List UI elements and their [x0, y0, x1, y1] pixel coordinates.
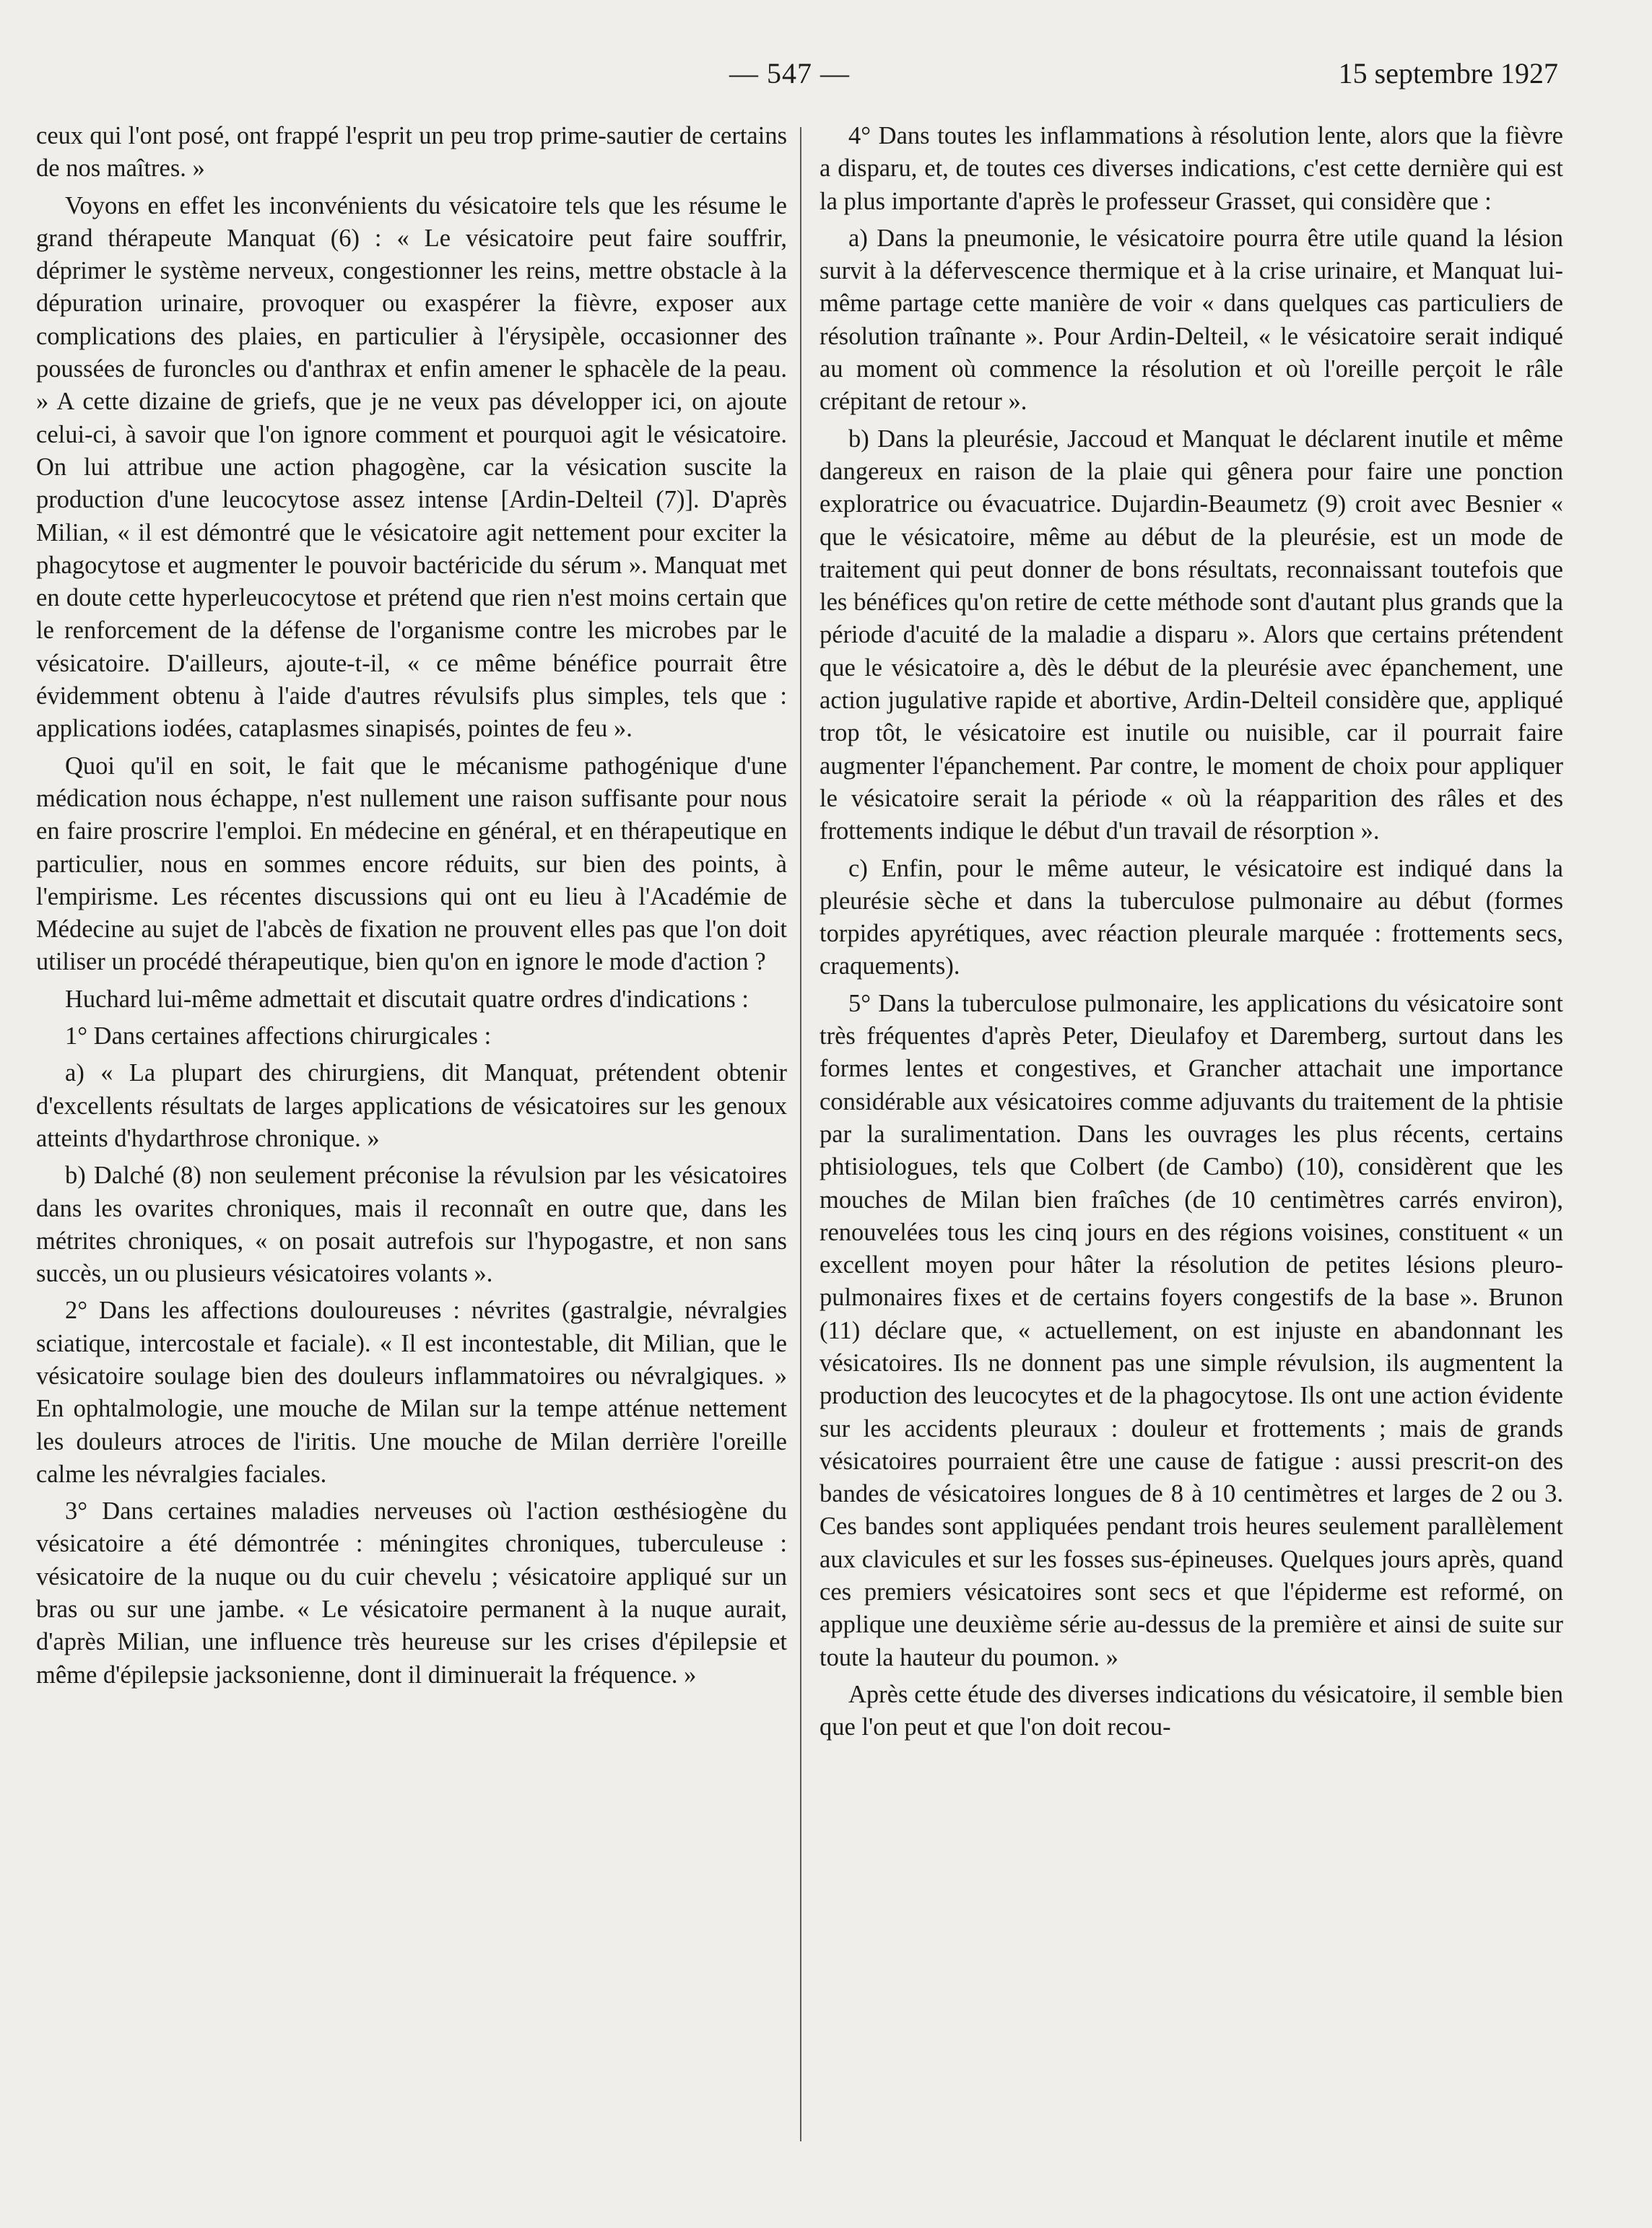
page-header — [729, 56, 1558, 100]
paragraph: b) Dalché (8) non seulement préconise la révulsion par les vésicatoires dans les ovarites chroniques, mais il reconnaît en outre que, dans les métrites chroniques, « on posait autrefois sur l'hypogastre, et non sans succès, un ou plusieurs vésicatoires volants ». — [36, 1162, 787, 1288]
paragraph: 1° Dans certaines affections chirurgicales : — [65, 1022, 492, 1050]
paragraph: Huchard lui-même admettait et discutait quatre ordres d'indications : — [65, 985, 749, 1013]
issue-date: 15 septembre 1927 — [1338, 57, 1558, 90]
paragraph: 4° Dans toutes les inflammations à résolution lente, alors que la fièvre a disparu, et, de toutes ces diverses indications, c'est cette dernière qui est la plus importante d'après le professeur Grasset, qui considère que : — [820, 122, 1563, 215]
paragraph: Après cette étude des diverses indications du vésicatoire, il semble bien que l'on peut et que l'on doit recou- — [820, 1680, 1563, 1741]
left-column — [36, 120, 787, 1696]
page-number: — 547 — — [729, 57, 850, 90]
right-column — [820, 120, 1563, 1749]
paragraph: ceux qui l'ont posé, ont frappé l'esprit un peu trop prime-sautier de certains de nos maîtres. » — [36, 122, 787, 183]
paragraph: 3° Dans certaines maladies nerveuses où l'action œsthésiogène du vésicatoire a été démontrée : méningites chroniques, tuberculeuse : vésicatoire de la nuque ou du cuir chevelu ; vésicatoire appliqué sur un bras ou sur une jambe. « Le vésicatoire permanent à la nuque aurait, d'après Milian, une influence très heureuse sur les crises d'épilepsie et même d'épilepsie jacksonienne, dont il diminuerait la fréquence. » — [36, 1497, 787, 1689]
paragraph: c) Enfin, pour le même auteur, le vésicatoire est indiqué dans la pleurésie sèche et dans la tuberculose pulmonaire au début (formes torpides apyrétiques, avec réaction pleurale marquée : frottements secs, craquements). — [820, 854, 1563, 980]
paragraph: b) Dans la pleurésie, Jaccoud et Manquat le déclarent inutile et même dangereux en raison de la plaie qui gênera pour faire une ponction exploratrice ou évacuatrice. Dujardin-Beaumetz (9) croit avec Besnier « que le vésicatoire, même au début de la pleurésie, est un mode de traitement qui peut donner de bons résultats, reconnaissant toutefois que les bénéfices qu'on retire de cette méthode sont d'autant plus grands que la période d'acuité de la maladie a disparu ». Alors que certains prétendent que le vésicatoire a, dès le début de la pleurésie avec épanchement, une action jugulative rapide et abortive, Ardin-Delteil considère que, appliqué trop tôt, le vésicatoire est inutile ou nuisible, car il pourrait faire augmenter l'épanchement. Par contre, le moment de choix pour appliquer le vésicatoire serait la période « où la réapparition des râles et des frottements indique le début d'un travail de résorption ». — [820, 425, 1563, 845]
paragraph: Quoi qu'il en soit, le fait que le mécanisme pathogénique d'une médication nous échappe, n'est nullement une raison suffisante pour nous en faire proscrire l'emploi. En médecine en général, et en thérapeutique en particulier, nous en sommes encore réduits, sur bien des points, à l'empirisme. Les récentes discussions qui ont eu lieu à l'Académie de Médecine au sujet de l'abcès de fixation ne prouvent elles pas que l'on doit utiliser un procédé thérapeutique, bien qu'on en ignore le mode d'action ? — [36, 752, 787, 976]
paragraph: 5° Dans la tuberculose pulmonaire, les applications du vésicatoire sont très fréquentes d'après Peter, Dieulafoy et Daremberg, surtout dans les formes lentes et congestives, et Grancher attachait une importance considérable aux vésicatoires comme adjuvants du traitement de la phtisie par la suralimentation. Dans les ouvrages les plus récents, certains phtisiologues, tels que Colbert (de Cambo) (10), considèrent que les mouches de Milan bien fraîches (de 10 centimètres carrés environ), renouvelées tous les cinq jours en des régions voisines, constituent « un excellent moyen pour hâter la résolution de petites lésions pleuro-pulmonaires fixes et de certains foyers congestifs de la base ». Brunon (11) déclare que, « actuellement, on est injuste en abandonnant les vésicatoires. Ils ne donnent pas une simple révulsion, ils augmentent la production des leucocytes et de la phagocytose. Ils ont une action évidente sur les accidents pleuraux : douleur et frottements ; mais de grands vésicatoires pourraient être une cause de fatigue : aussi prescrit-on des bandes de vésicatoires longues de 8 à 10 centimètres et larges de 2 ou 3. Ces bandes sont appliquées pendant trois heures seulement parallèlement aux clavicules et sur les fosses sus-épineuses. Quelques jours après, quand ces premiers vésicatoires sont secs et que l'épiderme est reformé, on applique une deuxième série au-dessus de la première et ainsi de suite sur toute la hauteur du poumon. » — [820, 989, 1563, 1671]
paragraph: a) « La plupart des chirurgiens, dit Manquat, prétendent obtenir d'excellents résultats de larges applications de vésicatoires sur les genoux atteints d'hydarthrose chronique. » — [36, 1059, 787, 1152]
paragraph: a) Dans la pneumonie, le vésicatoire pourra être utile quand la lésion survit à la défervescence thermique et à la crise urinaire, et Manquat lui-même partage cette manière de voir « dans quelques cas particuliers de résolution traînante ». Pour Ardin-Delteil, « le vésicatoire serait indiqué au moment où commence la résolution et où l'oreille perçoit le râle crépitant de retour ». — [820, 224, 1563, 416]
paragraph: 2° Dans les affections douloureuses : névrites (gastralgie, névralgies sciatique, intercostale et faciale). « Il est incontestable, dit Milian, que le vésicatoire soulage bien des douleurs inflammatoires ou névralgiques. » En ophtalmologie, une mouche de Milan sur la tempe atténue nettement les douleurs atroces de l'iritis. Une mouche de Milan derrière l'oreille calme les névralgies faciales. — [36, 1297, 787, 1488]
paragraph: Voyons en effet les inconvénients du vésicatoire tels que les résume le grand thérapeute Manquat (6) : « Le vésicatoire peut faire souffrir, déprimer le système nerveux, congestionner les reins, mettre obstacle à la dépuration urinaire, provoquer ou exaspérer la fièvre, exposer aux complications des plaies, en particulier à l'érysipèle, occasionner des poussées de furoncles ou d'anthrax et enfin amener le sphacèle de la peau. » A cette dizaine de griefs, que je ne veux pas développer ici, on ajoute celui-ci, à savoir que l'on ignore comment et pourquoi agit le vésicatoire. On lui attribue une action phagogène, car la vésication suscite la production d'une leucocytose assez intense [Ardin-Delteil (7)]. D'après Milian, « il est démontré que le vésicatoire agit nettement pour exciter la phagocytose et augmenter le pouvoir bactéricide du sérum ». Manquat met en doute cette hyperleucocytose et prétend que rien n'est moins certain que le renforcement de la défense de l'organisme contre les microbes par le vésicatoire. D'ailleurs, ajoute-t-il, « ce même bénéfice pourrait être évidemment obtenu à l'aide d'autres révulsifs plus simples, tels que : applications iodées, cataplasmes sinapisés, pointes de feu ». — [36, 191, 787, 743]
column-divider — [800, 127, 801, 2141]
